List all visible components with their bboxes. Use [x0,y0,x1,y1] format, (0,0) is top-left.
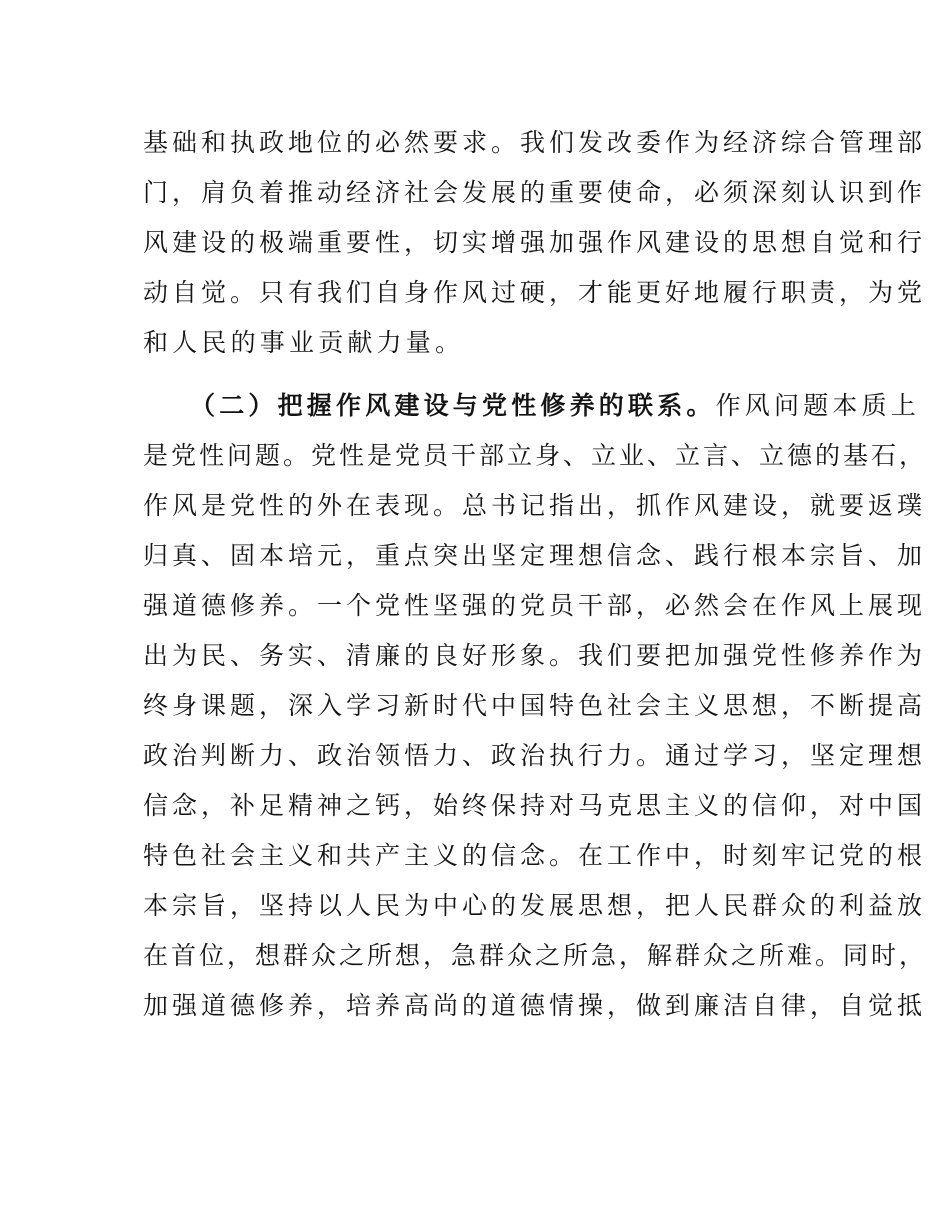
paragraph-2-line: 本宗旨，坚持以人民为中心的发展思想，把人民群众的利益放 [143,891,927,920]
paragraph-1-line: 和人民的事业贡献力量。 [143,328,465,357]
paragraph-1-line: 门，肩负着推动经济社会发展的重要使命，必须深刻认识到作 [143,178,927,207]
paragraph-2-line: 特色社会主义和共产主义的信念。在工作中，时刻牢记党的根 [143,841,927,870]
paragraph-2-first-line [190,384,920,428]
paragraph-1-line: 基础和执政地位的必然要求。我们发改委作为经济综合管理部 [143,128,927,157]
paragraph-2-line: 出为民、务实、清廉的良好形象。我们要把加强党性修养作为 [143,641,927,670]
paragraph-2-line: 政治判断力、政治领悟力、政治执行力。通过学习，坚定理想 [143,741,927,770]
paragraph-2-line: 归真、固本培元，重点突出坚定理想信念、践行根本宗旨、加 [143,541,927,570]
paragraph-2-line: 是党性问题。党性是党员干部立身、立业、立言、立德的基石， [143,441,928,470]
paragraph-2-line: 加强道德修养，培养高尚的道德情操，做到廉洁自律，自觉抵 [143,991,927,1020]
paragraph-1-line: 动自觉。只有我们自身作风过硬，才能更好地履行职责，为党 [143,278,927,307]
section-heading: （二）把握作风建设与党性修养的联系。 [190,391,716,420]
paragraph-2-line: 作风是党性的外在表现。总书记指出，抓作风建设，就要返璞 [143,491,927,520]
paragraph-2-line: 强道德修养。一个党性坚强的党员干部，必然会在作风上展现 [143,591,927,620]
paragraph-1-line: 风建设的极端重要性，切实增强加强作风建设的思想自觉和行 [143,228,927,257]
paragraph-2-line: 终身课题，深入学习新时代中国特色社会主义思想，不断提高 [143,691,927,720]
paragraph-2-first-line-text: 作风问题本质上 [715,391,921,420]
paragraph-2-line: 信念，补足精神之钙，始终保持对马克思主义的信仰，对中国 [143,791,927,820]
paragraph-2-line: 在首位，想群众之所想，急群众之所急，解群众之所难。同时， [143,941,928,970]
